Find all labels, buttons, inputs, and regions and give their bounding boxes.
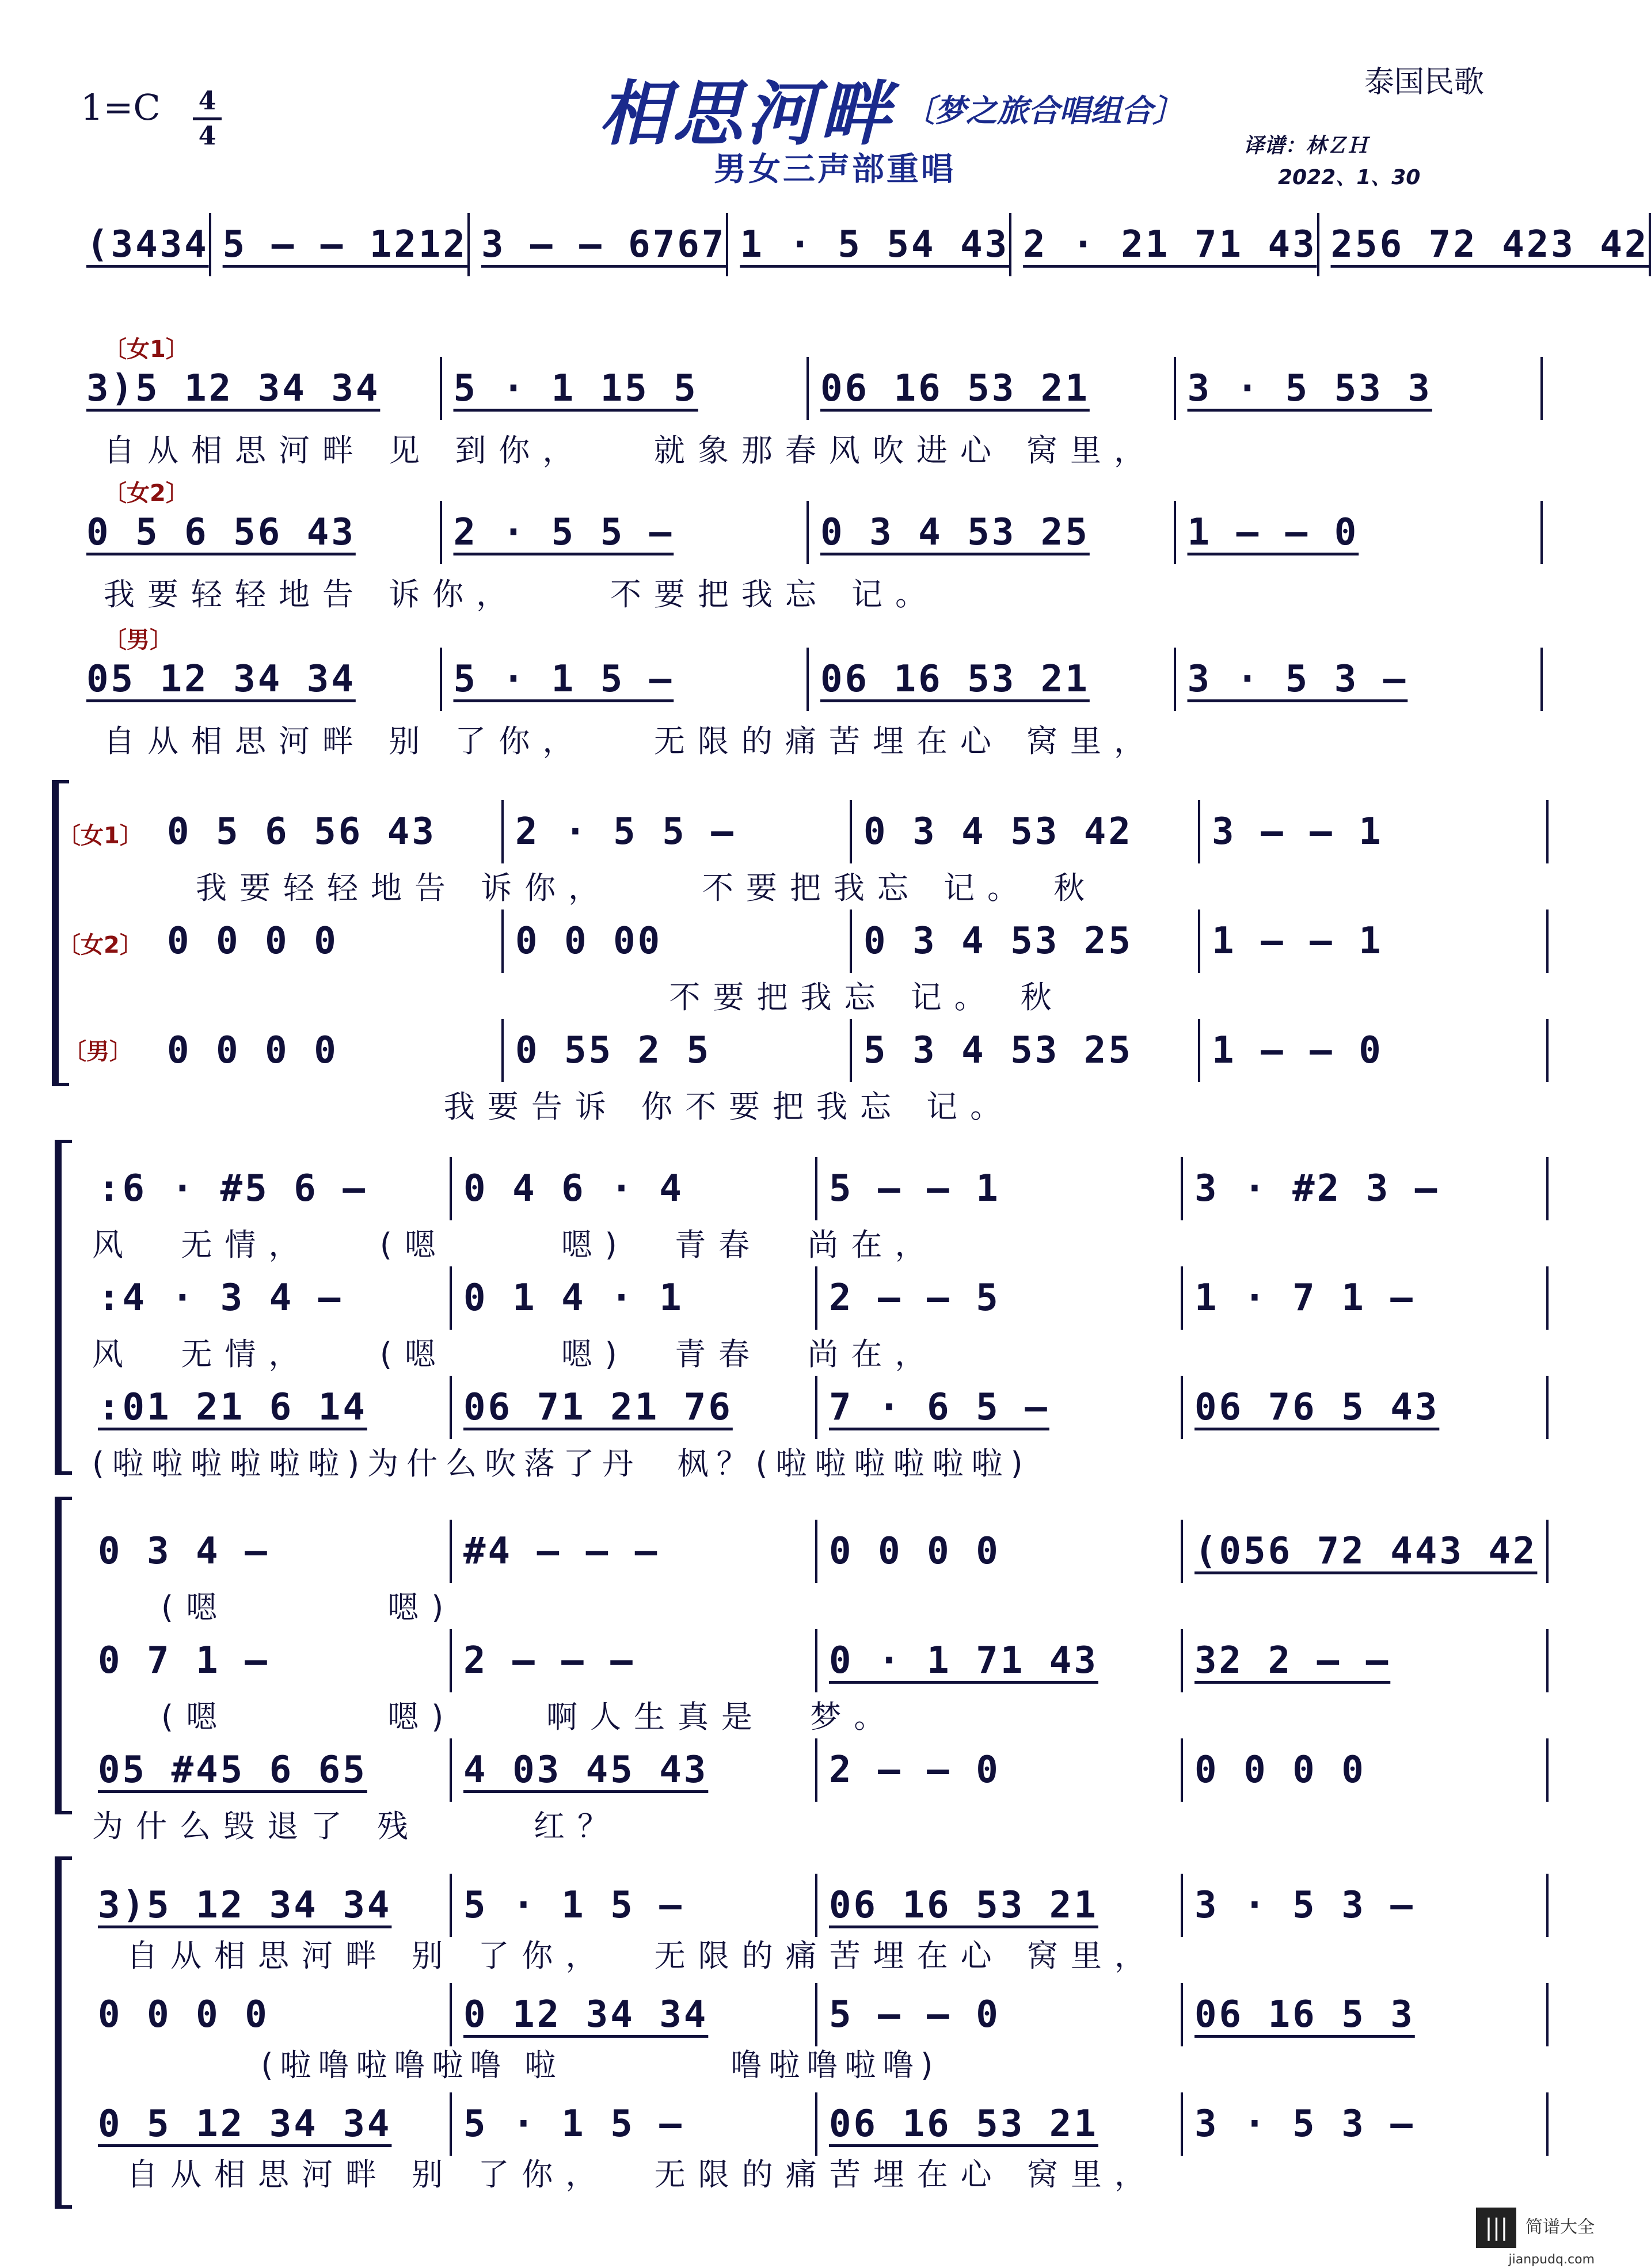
lyrics-line: 风 无情， (嗯 嗯) 青春 尚在， [92,1330,1520,1374]
staff [75,648,1543,711]
lyrics-line: 我要轻轻地告 诉你， 不要把我忘 记。 秋 [196,863,1623,908]
measure: 0 55 2 5 [504,1019,852,1082]
measure: 1 · 7 1 – [1183,1266,1549,1330]
performer: 〔梦之旅合唱组合〕 [904,86,1184,131]
measure: 06 16 53 21 [817,1874,1183,1937]
measure: 5 · 1 15 5 [442,357,809,420]
staff [75,357,1543,420]
key-signature: 1=C [81,86,161,128]
lyrics-line: 不要把我忘 记。 秋 [196,973,1623,1017]
measure: 0 12 34 34 [452,1983,817,2046]
lyrics-line: (嗯 嗯) 啊人生真是 梦。 [161,1692,1589,1737]
staff [75,501,1543,564]
measure: 0 0 0 0 [817,1520,1183,1583]
piano-logo-icon: ||| [1476,2208,1516,2248]
measure: 3 · 5 3 – [1183,1874,1549,1937]
measure: 05 12 34 34 [75,648,442,711]
staff [86,1520,1549,1583]
system-brace [55,1497,72,1814]
lyrics-line: 我要告诉 你不要把我忘 记。 [196,1082,1623,1127]
lyrics-line: 自从相思河畔 见 到你， 就象那春风吹进心 窝里， [104,426,1531,470]
lyrics-line: (啦啦啦啦啦啦)为什么吹落了丹 枫？(啦啦啦啦啦啦) [92,1439,1520,1483]
measure: 06 71 21 76 [452,1376,817,1439]
time-signature [193,86,222,151]
measure: 2 – – 5 [817,1266,1183,1330]
measure: 2 – – 0 [817,1738,1183,1802]
measure: 2 · 5 5 – [504,800,852,863]
measure: :01 21 6 14 [86,1376,452,1439]
measure: 3 · 5 3 – [1183,2092,1549,2156]
measure: 0 0 0 0 [86,1983,452,2046]
measure: 0 0 0 0 [155,910,504,973]
measure: 3 · 5 3 – [1176,648,1543,711]
lyrics-line: 自从相思河畔 别 了你， 无限的痛苦埋在心 窝里， [104,717,1531,761]
measure: 2 · 21 71 43 [1011,213,1319,276]
lyrics-line: 为什么毁退了 残 红？ [92,1802,1520,1846]
arranger: 译谱：林ＺＨ [1243,130,1368,159]
arrangement-date: 2022、1、30 [1278,161,1420,191]
measure: 0 5 12 34 34 [86,2092,452,2156]
measure: 0 5 6 56 43 [75,501,442,564]
watermark-name: 简谱大全 [1526,2217,1595,2237]
lyrics-line: 自从相思河畔 别 了你， 无限的痛苦埋在心 窝里， [127,2150,1554,2194]
part-label: 〔女2〕 [104,475,189,508]
measure: 3 · #2 3 – [1183,1157,1549,1220]
meter-bottom: 4 [193,121,222,151]
lyrics-line: 我要轻轻地告 诉你， 不要把我忘 记。 [104,570,1531,614]
meter-rule [193,117,222,120]
measure: 5 – – 0 [817,1983,1183,2046]
song-origin: 泰国民歌 [1364,58,1484,101]
part-label: 〔男〕 [104,622,173,654]
meter-top: 4 [193,86,222,116]
measure: 3 – – 1 [1200,800,1549,863]
measure: #4 – – – [452,1520,817,1583]
measure: 3)5 12 34 34 [86,1874,452,1937]
system-brace [55,1140,72,1475]
system-brace [55,1856,72,2209]
measure: 4 03 45 43 [452,1738,817,1802]
measure: 1 – – 0 [1200,1019,1549,1082]
measure: 06 16 5 3 [1183,1983,1549,2046]
staff [155,800,1549,863]
measure: 0 1 4 · 1 [452,1266,817,1330]
staff [155,1019,1549,1082]
measure: 3)5 12 34 34 [75,357,442,420]
measure: 3 · 5 53 3 [1176,357,1543,420]
measure: 0 0 0 0 [155,1019,504,1082]
staff [86,1738,1549,1802]
measure: 0 0 00 [504,910,852,973]
measure: 0 4 6 · 4 [452,1157,817,1220]
measure: 0 3 4 53 25 [809,501,1176,564]
lyrics-line: 风 无情， (嗯 嗯) 青春 尚在， [92,1220,1520,1265]
measure: 7 · 6 5 – [817,1376,1183,1439]
measure: 5 · 1 5 – [442,648,809,711]
measure: 3 – – 6767 [470,213,728,276]
measure: 1 · 5 54 43 [728,213,1011,276]
measure: 0 0 0 0 [1183,1738,1549,1802]
measure: :4 · 3 4 – [86,1266,452,1330]
measure: 2 · 5 5 – [442,501,809,564]
measure: 32 2 – – [1183,1629,1549,1692]
lyrics-line: (嗯 嗯) [161,1583,1589,1627]
song-title: 相思河畔 [599,58,893,158]
part-label: 〔女2〕 [58,927,143,960]
part-label: 〔女1〕 [58,817,143,850]
measure: 5 · 1 5 – [452,1874,817,1937]
measure: :6 · #5 6 – [86,1157,452,1220]
staff [86,2092,1549,2156]
measure: 5 – – 1212 [211,213,470,276]
part-label: 〔男〕 [63,1033,132,1066]
measure: 256 72 423 42 [1319,213,1651,276]
staff [86,1157,1549,1220]
measure: 06 16 53 21 [817,2092,1183,2156]
measure: 0 3 4 53 42 [852,800,1200,863]
measure: 0 7 1 – [86,1629,452,1692]
staff [86,1266,1549,1330]
intro-staff [75,213,1543,276]
staff [155,910,1549,973]
measure: 0 3 4 – [86,1520,452,1583]
measure: 5 3 4 53 25 [852,1019,1200,1082]
measure: 0 · 1 71 43 [817,1629,1183,1692]
measure: 06 76 5 43 [1183,1376,1549,1439]
measure: 05 #45 6 65 [86,1738,452,1802]
measure: (056 72 443 42 [1183,1520,1549,1583]
measure: 06 16 53 21 [809,357,1176,420]
measure: 06 16 53 21 [809,648,1176,711]
watermark-url: jianpudq.com [1509,2252,1595,2267]
measure: 0 3 4 53 25 [852,910,1200,973]
measure: 0 5 6 56 43 [155,800,504,863]
site-watermark [1445,2208,1595,2254]
measure: 5 – – 1 [817,1157,1183,1220]
staff [86,1874,1549,1937]
staff [86,1629,1549,1692]
subtitle: 男女三声部重唱 [714,144,956,190]
staff [86,1983,1549,2046]
lyrics-line: 自从相思河畔 别 了你， 无限的痛苦埋在心 窝里， [127,1931,1554,1976]
measure: 1 – – 0 [1176,501,1543,564]
part-label: 〔女1〕 [104,331,189,364]
measure: (3434 [75,213,211,276]
staff [86,1376,1549,1439]
measure: 2 – – – [452,1629,817,1692]
measure: 1 – – 1 [1200,910,1549,973]
measure: 5 · 1 5 – [452,2092,817,2156]
lyrics-line: (啦噜啦噜啦噜 啦 噜啦噜啦噜) [127,2041,1554,2085]
